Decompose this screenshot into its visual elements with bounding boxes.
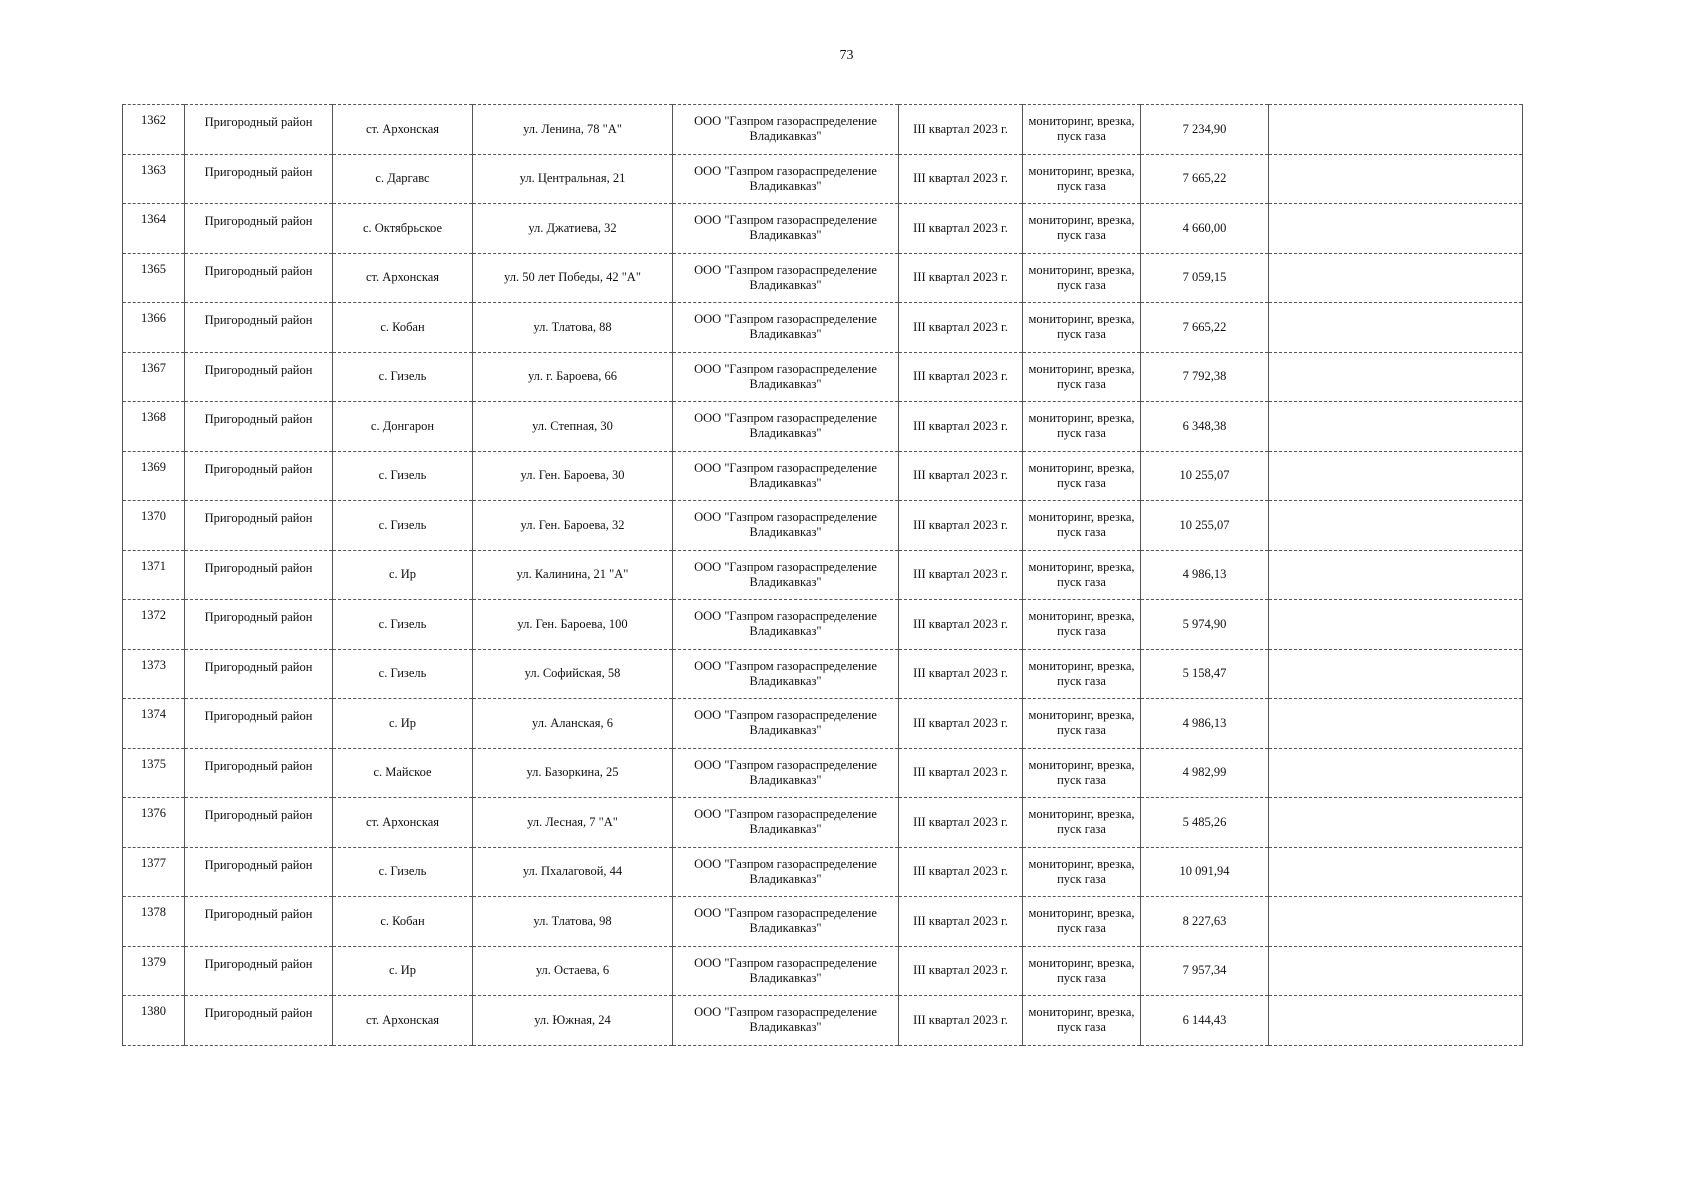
settlement-cell: с. Гизель (333, 600, 473, 650)
organization-cell: ООО "Газпром газораспределение Владикавказ" (673, 798, 899, 848)
organization-cell: ООО "Газпром газораспределение Владикавказ" (673, 748, 899, 798)
row-number-cell: 1375 (123, 748, 185, 798)
row-number-cell: 1367 (123, 352, 185, 402)
table-row (123, 550, 1523, 600)
period-cell: III квартал 2023 г. (899, 748, 1023, 798)
table-row (123, 600, 1523, 650)
organization-cell: ООО "Газпром газораспределение Владикавказ" (673, 154, 899, 204)
price-cell: 10 255,07 (1141, 501, 1269, 551)
organization-cell: ООО "Газпром газораспределение Владикавказ" (673, 897, 899, 947)
district-cell: Пригородный район (185, 451, 333, 501)
settlement-cell: с. Кобан (333, 303, 473, 353)
period-cell: III квартал 2023 г. (899, 303, 1023, 353)
row-number-cell: 1364 (123, 204, 185, 254)
work-type-cell: мониторинг, врезка, пуск газа (1023, 996, 1141, 1046)
address-cell: ул. Ленина, 78 "А" (473, 105, 673, 155)
organization-cell: ООО "Газпром газораспределение Владикавказ" (673, 105, 899, 155)
address-cell: ул. Лесная, 7 "А" (473, 798, 673, 848)
organization-cell: ООО "Газпром газораспределение Владикавказ" (673, 649, 899, 699)
period-cell: III квартал 2023 г. (899, 451, 1023, 501)
organization-cell: ООО "Газпром газораспределение Владикавказ" (673, 352, 899, 402)
organization-cell: ООО "Газпром газораспределение Владикавказ" (673, 501, 899, 551)
work-type-cell: мониторинг, врезка, пуск газа (1023, 550, 1141, 600)
organization-cell: ООО "Газпром газораспределение Владикавказ" (673, 204, 899, 254)
organization-cell: ООО "Газпром газораспределение Владикавказ" (673, 699, 899, 749)
district-cell: Пригородный район (185, 303, 333, 353)
period-cell: III квартал 2023 г. (899, 105, 1023, 155)
period-cell: III квартал 2023 г. (899, 253, 1023, 303)
row-number-cell: 1365 (123, 253, 185, 303)
price-cell: 5 974,90 (1141, 600, 1269, 650)
row-number-cell: 1374 (123, 699, 185, 749)
table-row (123, 204, 1523, 254)
district-cell: Пригородный район (185, 996, 333, 1046)
district-cell: Пригородный район (185, 204, 333, 254)
settlement-cell: ст. Архонская (333, 996, 473, 1046)
table-row (123, 699, 1523, 749)
empty-cell (1269, 204, 1523, 254)
empty-cell (1269, 649, 1523, 699)
empty-cell (1269, 402, 1523, 452)
row-number-cell: 1362 (123, 105, 185, 155)
address-cell: ул. Центральная, 21 (473, 154, 673, 204)
empty-cell (1269, 699, 1523, 749)
empty-cell (1269, 996, 1523, 1046)
period-cell: III квартал 2023 г. (899, 699, 1023, 749)
settlement-cell: ст. Архонская (333, 798, 473, 848)
district-cell: Пригородный район (185, 154, 333, 204)
period-cell: III квартал 2023 г. (899, 550, 1023, 600)
organization-cell: ООО "Газпром газораспределение Владикавказ" (673, 600, 899, 650)
address-cell: ул. 50 лет Победы, 42 "А" (473, 253, 673, 303)
table-row (123, 897, 1523, 947)
table-row (123, 154, 1523, 204)
settlement-cell: с. Гизель (333, 501, 473, 551)
district-cell: Пригородный район (185, 402, 333, 452)
settlement-cell: с. Даргавс (333, 154, 473, 204)
table-row (123, 303, 1523, 353)
district-cell: Пригородный район (185, 897, 333, 947)
table-row (123, 352, 1523, 402)
settlement-cell: с. Октябрьское (333, 204, 473, 254)
district-cell: Пригородный район (185, 798, 333, 848)
settlement-cell: с. Гизель (333, 451, 473, 501)
row-number-cell: 1368 (123, 402, 185, 452)
price-cell: 7 792,38 (1141, 352, 1269, 402)
settlement-cell: с. Гизель (333, 352, 473, 402)
work-type-cell: мониторинг, врезка, пуск газа (1023, 501, 1141, 551)
address-cell: ул. Тлатова, 98 (473, 897, 673, 947)
price-cell: 10 255,07 (1141, 451, 1269, 501)
empty-cell (1269, 847, 1523, 897)
work-type-cell: мониторинг, врезка, пуск газа (1023, 303, 1141, 353)
period-cell: III квартал 2023 г. (899, 847, 1023, 897)
row-number-cell: 1378 (123, 897, 185, 947)
address-cell: ул. Базоркина, 25 (473, 748, 673, 798)
price-cell: 7 957,34 (1141, 946, 1269, 996)
settlement-cell: с. Донгарон (333, 402, 473, 452)
district-cell: Пригородный район (185, 105, 333, 155)
price-cell: 4 986,13 (1141, 550, 1269, 600)
empty-cell (1269, 451, 1523, 501)
empty-cell (1269, 897, 1523, 947)
work-type-cell: мониторинг, врезка, пуск газа (1023, 600, 1141, 650)
period-cell: III квартал 2023 г. (899, 204, 1023, 254)
settlement-cell: с. Кобан (333, 897, 473, 947)
organization-cell: ООО "Газпром газораспределение Владикавказ" (673, 253, 899, 303)
work-type-cell: мониторинг, врезка, пуск газа (1023, 451, 1141, 501)
table-row (123, 649, 1523, 699)
address-cell: ул. Пхалаговой, 44 (473, 847, 673, 897)
period-cell: III квартал 2023 г. (899, 402, 1023, 452)
district-cell: Пригородный район (185, 748, 333, 798)
district-cell: Пригородный район (185, 946, 333, 996)
table-row (123, 253, 1523, 303)
district-cell: Пригородный район (185, 847, 333, 897)
price-cell: 5 485,26 (1141, 798, 1269, 848)
period-cell: III квартал 2023 г. (899, 600, 1023, 650)
empty-cell (1269, 600, 1523, 650)
work-type-cell: мониторинг, врезка, пуск газа (1023, 946, 1141, 996)
settlement-cell: с. Гизель (333, 649, 473, 699)
table-row (123, 798, 1523, 848)
period-cell: III квартал 2023 г. (899, 501, 1023, 551)
settlement-cell: ст. Архонская (333, 105, 473, 155)
organization-cell: ООО "Газпром газораспределение Владикавказ" (673, 451, 899, 501)
work-type-cell: мониторинг, врезка, пуск газа (1023, 897, 1141, 947)
work-type-cell: мониторинг, врезка, пуск газа (1023, 154, 1141, 204)
price-cell: 7 234,90 (1141, 105, 1269, 155)
price-cell: 5 158,47 (1141, 649, 1269, 699)
address-cell: ул. Южная, 24 (473, 996, 673, 1046)
organization-cell: ООО "Газпром газораспределение Владикавказ" (673, 402, 899, 452)
district-cell: Пригородный район (185, 550, 333, 600)
row-number-cell: 1370 (123, 501, 185, 551)
settlement-cell: с. Ир (333, 550, 473, 600)
price-cell: 7 059,15 (1141, 253, 1269, 303)
empty-cell (1269, 798, 1523, 848)
period-cell: III квартал 2023 г. (899, 897, 1023, 947)
row-number-cell: 1366 (123, 303, 185, 353)
work-type-cell: мониторинг, врезка, пуск газа (1023, 105, 1141, 155)
empty-cell (1269, 303, 1523, 353)
table-row (123, 501, 1523, 551)
settlement-cell: с. Гизель (333, 847, 473, 897)
address-cell: ул. Степная, 30 (473, 402, 673, 452)
settlement-cell: с. Майское (333, 748, 473, 798)
period-cell: III квартал 2023 г. (899, 649, 1023, 699)
settlement-cell: с. Ир (333, 946, 473, 996)
period-cell: III квартал 2023 г. (899, 798, 1023, 848)
empty-cell (1269, 748, 1523, 798)
registry-table (122, 104, 1523, 1046)
price-cell: 4 660,00 (1141, 204, 1269, 254)
period-cell: III квартал 2023 г. (899, 946, 1023, 996)
work-type-cell: мониторинг, врезка, пуск газа (1023, 204, 1141, 254)
row-number-cell: 1376 (123, 798, 185, 848)
row-number-cell: 1363 (123, 154, 185, 204)
price-cell: 4 986,13 (1141, 699, 1269, 749)
empty-cell (1269, 154, 1523, 204)
table-row (123, 402, 1523, 452)
row-number-cell: 1372 (123, 600, 185, 650)
settlement-cell: с. Ир (333, 699, 473, 749)
district-cell: Пригородный район (185, 352, 333, 402)
period-cell: III квартал 2023 г. (899, 154, 1023, 204)
table-row (123, 946, 1523, 996)
empty-cell (1269, 352, 1523, 402)
price-cell: 6 144,43 (1141, 996, 1269, 1046)
address-cell: ул. Ген. Бароева, 32 (473, 501, 673, 551)
row-number-cell: 1371 (123, 550, 185, 600)
organization-cell: ООО "Газпром газораспределение Владикавказ" (673, 550, 899, 600)
work-type-cell: мониторинг, врезка, пуск газа (1023, 402, 1141, 452)
table-row (123, 847, 1523, 897)
work-type-cell: мониторинг, врезка, пуск газа (1023, 748, 1141, 798)
row-number-cell: 1380 (123, 996, 185, 1046)
price-cell: 6 348,38 (1141, 402, 1269, 452)
work-type-cell: мониторинг, врезка, пуск газа (1023, 649, 1141, 699)
organization-cell: ООО "Газпром газораспределение Владикавказ" (673, 303, 899, 353)
empty-cell (1269, 550, 1523, 600)
table-row (123, 105, 1523, 155)
work-type-cell: мониторинг, врезка, пуск газа (1023, 699, 1141, 749)
price-cell: 7 665,22 (1141, 303, 1269, 353)
row-number-cell: 1373 (123, 649, 185, 699)
row-number-cell: 1379 (123, 946, 185, 996)
organization-cell: ООО "Газпром газораспределение Владикавказ" (673, 946, 899, 996)
period-cell: III квартал 2023 г. (899, 996, 1023, 1046)
empty-cell (1269, 253, 1523, 303)
price-cell: 8 227,63 (1141, 897, 1269, 947)
row-number-cell: 1377 (123, 847, 185, 897)
work-type-cell: мониторинг, врезка, пуск газа (1023, 798, 1141, 848)
address-cell: ул. Ген. Бароева, 100 (473, 600, 673, 650)
empty-cell (1269, 105, 1523, 155)
district-cell: Пригородный район (185, 501, 333, 551)
organization-cell: ООО "Газпром газораспределение Владикавказ" (673, 996, 899, 1046)
row-number-cell: 1369 (123, 451, 185, 501)
work-type-cell: мониторинг, врезка, пуск газа (1023, 253, 1141, 303)
district-cell: Пригородный район (185, 600, 333, 650)
organization-cell: ООО "Газпром газораспределение Владикавказ" (673, 847, 899, 897)
registry-table-body (123, 105, 1523, 1046)
address-cell: ул. г. Бароева, 66 (473, 352, 673, 402)
address-cell: ул. Аланская, 6 (473, 699, 673, 749)
address-cell: ул. Софийская, 58 (473, 649, 673, 699)
address-cell: ул. Калинина, 21 "А" (473, 550, 673, 600)
page-number: 73 (839, 48, 854, 63)
price-cell: 7 665,22 (1141, 154, 1269, 204)
price-cell: 4 982,99 (1141, 748, 1269, 798)
work-type-cell: мониторинг, врезка, пуск газа (1023, 352, 1141, 402)
work-type-cell: мониторинг, врезка, пуск газа (1023, 847, 1141, 897)
empty-cell (1269, 501, 1523, 551)
district-cell: Пригородный район (185, 253, 333, 303)
address-cell: ул. Остаева, 6 (473, 946, 673, 996)
settlement-cell: ст. Архонская (333, 253, 473, 303)
table-row (123, 451, 1523, 501)
table-row (123, 748, 1523, 798)
table-row (123, 996, 1523, 1046)
address-cell: ул. Ген. Бароева, 30 (473, 451, 673, 501)
price-cell: 10 091,94 (1141, 847, 1269, 897)
address-cell: ул. Джатиева, 32 (473, 204, 673, 254)
district-cell: Пригородный район (185, 649, 333, 699)
address-cell: ул. Тлатова, 88 (473, 303, 673, 353)
district-cell: Пригородный район (185, 699, 333, 749)
empty-cell (1269, 946, 1523, 996)
period-cell: III квартал 2023 г. (899, 352, 1023, 402)
